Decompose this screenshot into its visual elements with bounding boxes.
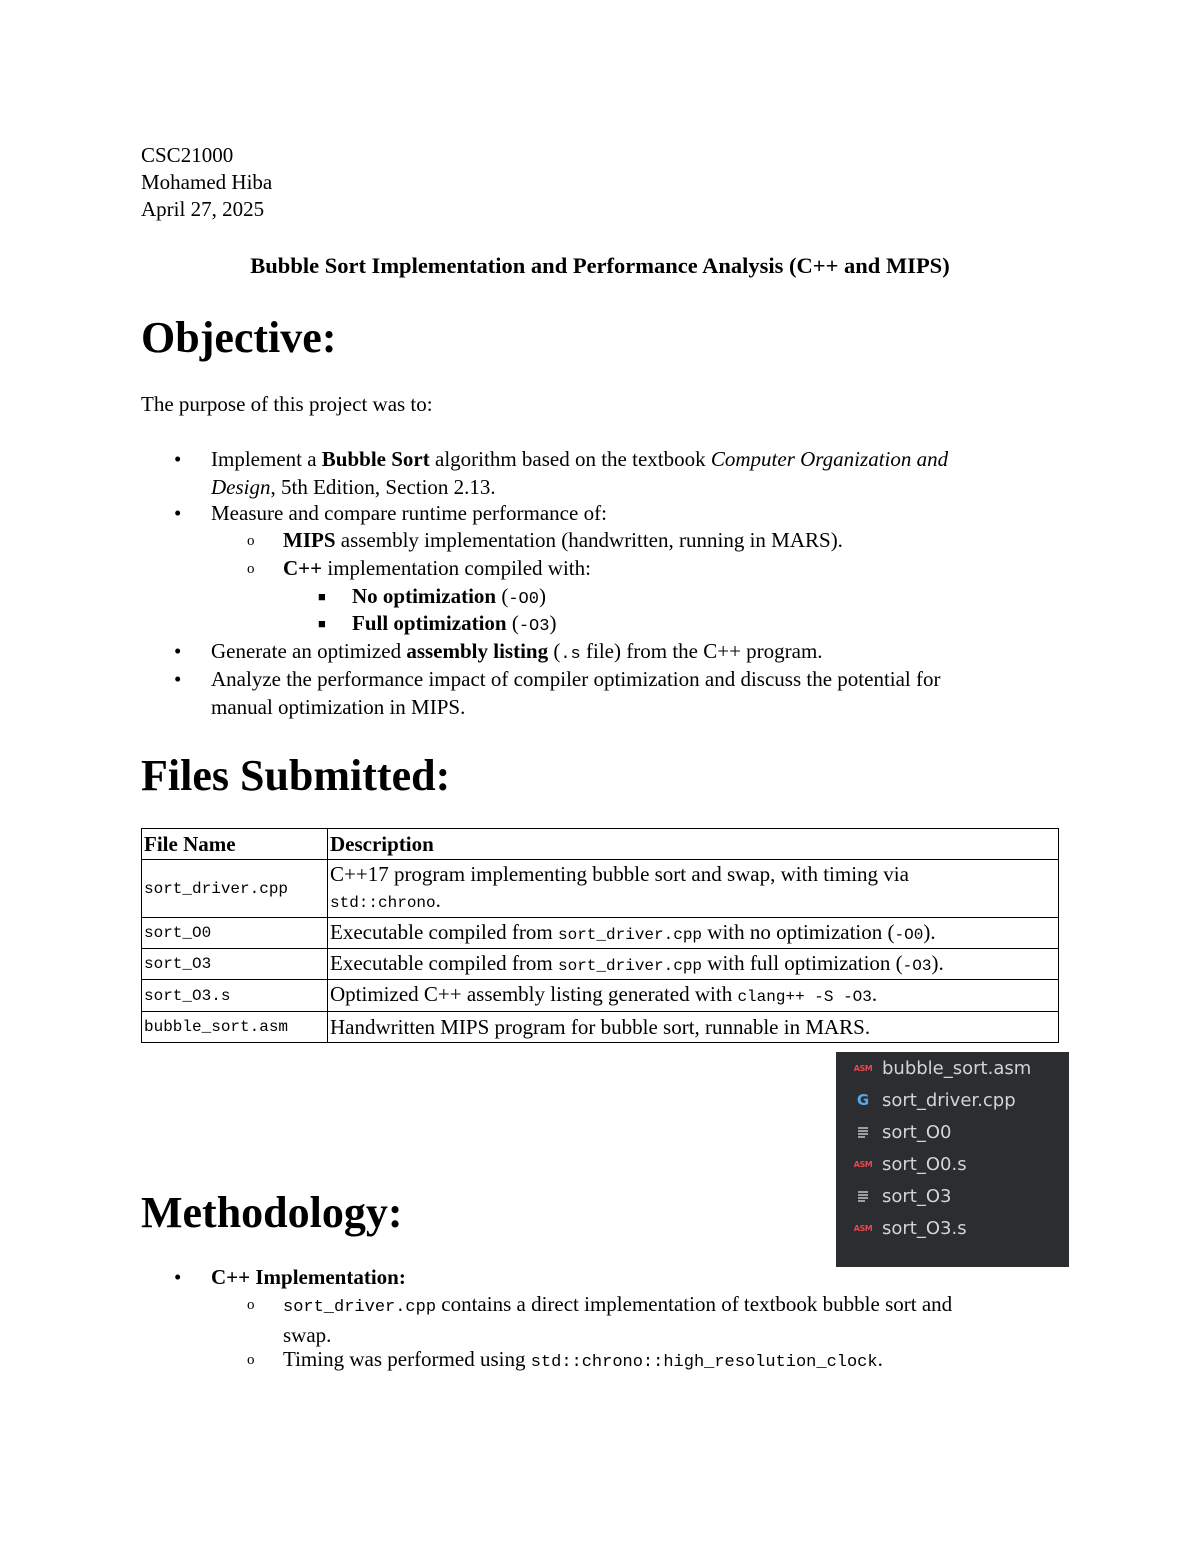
explorer-item-bubble-sort-asm[interactable] <box>836 1052 1031 1084</box>
document-date: April 27, 2025 <box>141 197 265 221</box>
asm-file-icon: ASM <box>853 1223 873 1233</box>
objective-bullet-2b2: Full optimization (-O3) <box>352 611 557 636</box>
objective-bullet-4: Analyze the performance impact of compiler optimization and discuss the potential for manual optimization in MIPS. <box>211 667 941 719</box>
file-name-cell: bubble_sort.asm <box>142 1012 328 1043</box>
explorer-item-label: sort_O3 <box>882 1185 952 1207</box>
table-row <box>142 980 1059 1012</box>
table-row <box>142 918 1059 949</box>
explorer-item-label: sort_O0.s <box>882 1153 967 1175</box>
sub-bullet-o: o <box>247 533 255 549</box>
description-cell: Handwritten MIPS program for bubble sort, runnable in MARS. <box>328 1012 1059 1043</box>
file-name-cell: sort_driver.cpp <box>142 860 328 918</box>
objective-intro: The purpose of this project was to: <box>141 392 433 416</box>
description-cell: C++17 program implementing bubble sort and swap, with timing via std::chrono. <box>328 860 1059 918</box>
objective-bullet-1: Implement a Bubble Sort algorithm based on the textbook Computer Organization and Design, 5th Edition, Section 2.13. <box>211 447 949 499</box>
file-name-cell: sort_O3 <box>142 949 328 980</box>
asm-file-icon: ASM <box>853 1063 873 1073</box>
table-row <box>142 860 1059 918</box>
objective-bullet-2a: MIPS assembly implementation (handwritten, running in MARS). <box>283 528 843 552</box>
objective-bullet-2b: C++ implementation compiled with: <box>283 556 591 580</box>
file-name-cell: sort_O3.s <box>142 980 328 1012</box>
objective-bullet-3: Generate an optimized assembly listing (.s file) from the C++ program. <box>211 639 823 664</box>
text-file-icon <box>852 1190 874 1202</box>
course-code: CSC21000 <box>141 143 234 167</box>
bullet-dot: • <box>174 1265 182 1289</box>
objective-bullet-2b1: No optimization (-O0) <box>352 584 546 609</box>
document-title: Bubble Sort Implementation and Performance Analysis (C++ and MIPS) <box>250 253 950 278</box>
sub-sub-bullet-square: ■ <box>318 589 326 604</box>
explorer-item-sort-o3-s[interactable] <box>836 1212 967 1244</box>
explorer-item-label: sort_driver.cpp <box>882 1089 1016 1111</box>
sub-bullet-o: o <box>247 1352 255 1368</box>
files-table <box>141 828 1059 1043</box>
explorer-item-sort-o0-s[interactable] <box>836 1148 967 1180</box>
methodology-bullet-1b: Timing was performed using std::chrono::high_resolution_clock. <box>283 1347 883 1372</box>
objective-bullet-2: Measure and compare runtime performance of: <box>211 501 607 525</box>
file-explorer-panel <box>836 1052 1069 1267</box>
author-name: Mohamed Hiba <box>141 170 273 194</box>
sub-sub-bullet-square: ■ <box>318 616 326 631</box>
column-header-file-name: File Name <box>142 829 328 860</box>
description-cell: Optimized C++ assembly listing generated with clang++ -S -O3. <box>328 980 1059 1012</box>
explorer-item-sort-driver-cpp[interactable] <box>836 1084 1016 1116</box>
explorer-item-label: sort_O3.s <box>882 1217 967 1239</box>
explorer-item-sort-o3[interactable] <box>836 1180 951 1212</box>
column-header-description: Description <box>328 829 1059 860</box>
explorer-item-sort-o0[interactable] <box>836 1116 951 1148</box>
table-row <box>142 949 1059 980</box>
methodology-bullet-1a: sort_driver.cpp contains a direct implementation of textbook bubble sort and swap. <box>283 1292 953 1347</box>
asm-file-icon: ASM <box>853 1159 873 1169</box>
explorer-item-label: sort_O0 <box>882 1121 952 1143</box>
table-header-row <box>142 829 1059 860</box>
description-cell: Executable compiled from sort_driver.cpp with full optimization (-O3). <box>328 949 1059 980</box>
bullet-dot: • <box>174 447 182 471</box>
sub-bullet-o: o <box>247 1297 255 1313</box>
sub-bullet-o: o <box>247 561 255 577</box>
objective-heading: Objective: <box>141 313 337 362</box>
bullet-dot: • <box>174 667 182 691</box>
methodology-bullet-1: C++ Implementation: <box>211 1265 406 1289</box>
table-row <box>142 1012 1059 1043</box>
file-name-cell: sort_O0 <box>142 918 328 949</box>
bullet-dot: • <box>174 501 182 525</box>
files-heading: Files Submitted: <box>141 751 451 800</box>
bullet-dot: • <box>174 639 182 663</box>
cpp-file-icon: G <box>856 1091 870 1109</box>
text-file-icon <box>852 1126 874 1138</box>
description-cell: Executable compiled from sort_driver.cpp with no optimization (-O0). <box>328 918 1059 949</box>
explorer-item-label: bubble_sort.asm <box>882 1057 1032 1079</box>
methodology-heading: Methodology: <box>141 1188 403 1237</box>
